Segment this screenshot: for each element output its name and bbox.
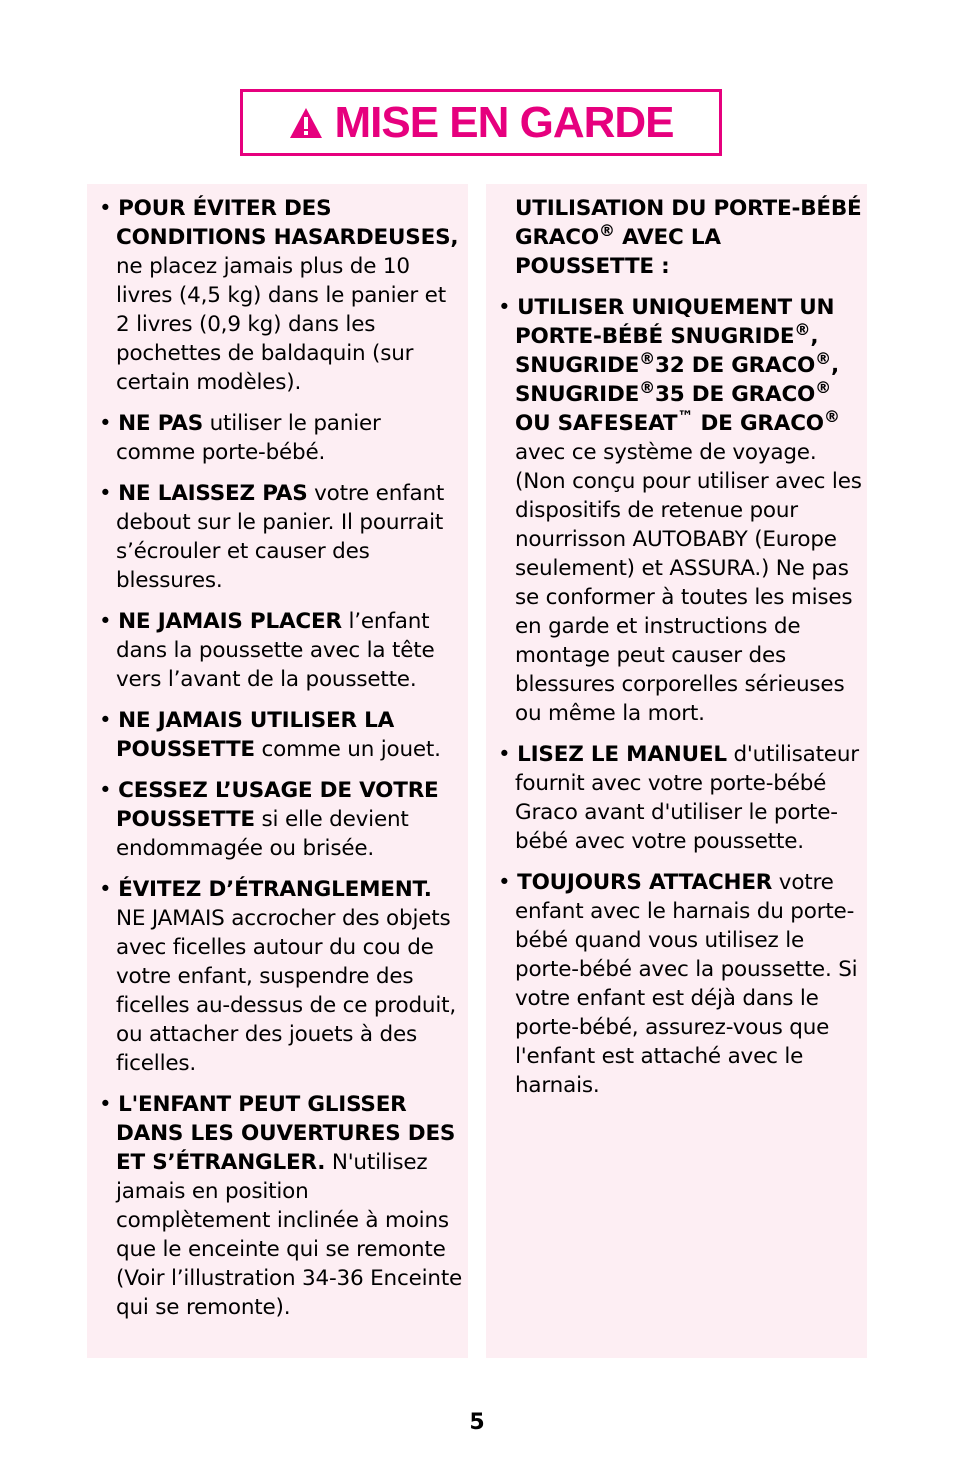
- warning-item-8: • L'ENFANT PEUT GLISSER DANS LES OUVERTURES DES ET S’ÉTRANGLER. N'utilisez jamais en position complètement inclinée à moins que le enceinte qui se remonte (Voir l’illustration 34-36 Enceinte qui se remonte).: [99, 1092, 463, 1320]
- warning-item-carrier-compat: • UTILISER UNIQUEMENT UN PORTE-BÉBÉ SNUGRIDE®, SNUGRIDE®32 DE GRACO®, SNUGRIDE®35 DE GRACO® OU SAFESEAT™ DE GRACO® avec ce système de voyage. (Non conçu pour utiliser avec les dispositifs de retenue pour nourrisson AUTOBABY (Europe seulement) et ASSURA.) Ne pas se conformer à toutes les mises en garde et instructions de montage peut causer des blessures corporelles sérieuses ou même la mort.: [498, 295, 862, 726]
- warning-item-3: • NE LAISSEZ PAS votre enfant debout sur le panier. Il pourrait s’écrouler et causer des blessures.: [99, 481, 445, 593]
- warning-item-5: • NE JAMAIS UTILISER LA POUSSETTE comme un jouet.: [99, 708, 441, 762]
- right-column: [486, 184, 867, 1358]
- warning-item-6: • CESSEZ L’USAGE DE VOTRE POUSSETTE si elle devient endommagée ou brisée.: [99, 778, 439, 861]
- section-heading: UTILISATION DU PORTE-BÉBÉ GRACO® AVEC LA POUSSETTE :: [515, 196, 862, 279]
- warning-item-harness: • TOUJOURS ATTACHER votre enfant avec le harnais du porte-bébé quand vous utilisez le porte-bébé avec la poussette. Si votre enfant est déjà dans le porte-bébé, assurez-vous que l'enfant est attaché avec le harnais.: [498, 870, 858, 1098]
- warning-item-1: • POUR ÉVITER DES CONDITIONS HASARDEUSES, ne placez jamais plus de 10 livres (4,5 kg) dans le panier et 2 livres (0,9 kg) dans les pochettes de baldaquin (sur certain modèles).: [99, 196, 459, 395]
- warning-item-4: • NE JAMAIS PLACER l’enfant dans la poussette avec la tête vers l’avant de la poussette.: [99, 609, 435, 692]
- page-number: 5: [469, 1410, 485, 1435]
- warning-item-2: • NE PAS utiliser le panier comme porte-bébé.: [99, 411, 381, 465]
- warning-title-box: [240, 89, 722, 156]
- left-column: [87, 184, 468, 1358]
- warning-item-read-manual: • LISEZ LE MANUEL d'utilisateur fournit avec votre porte-bébé Graco avant d'utiliser le porte-bébé avec votre poussette.: [498, 742, 859, 854]
- warning-item-7: • ÉVITEZ D’ÉTRANGLEMENT. NE JAMAIS accrocher des objets avec ficelles autour du cou de votre enfant, suspendre des ficelles au-dessus de ce produit, ou attacher des jouets à des ficelles.: [99, 877, 456, 1076]
- page-title: MISE EN GARDE: [334, 97, 674, 147]
- warning-triangle-icon: [288, 106, 324, 140]
